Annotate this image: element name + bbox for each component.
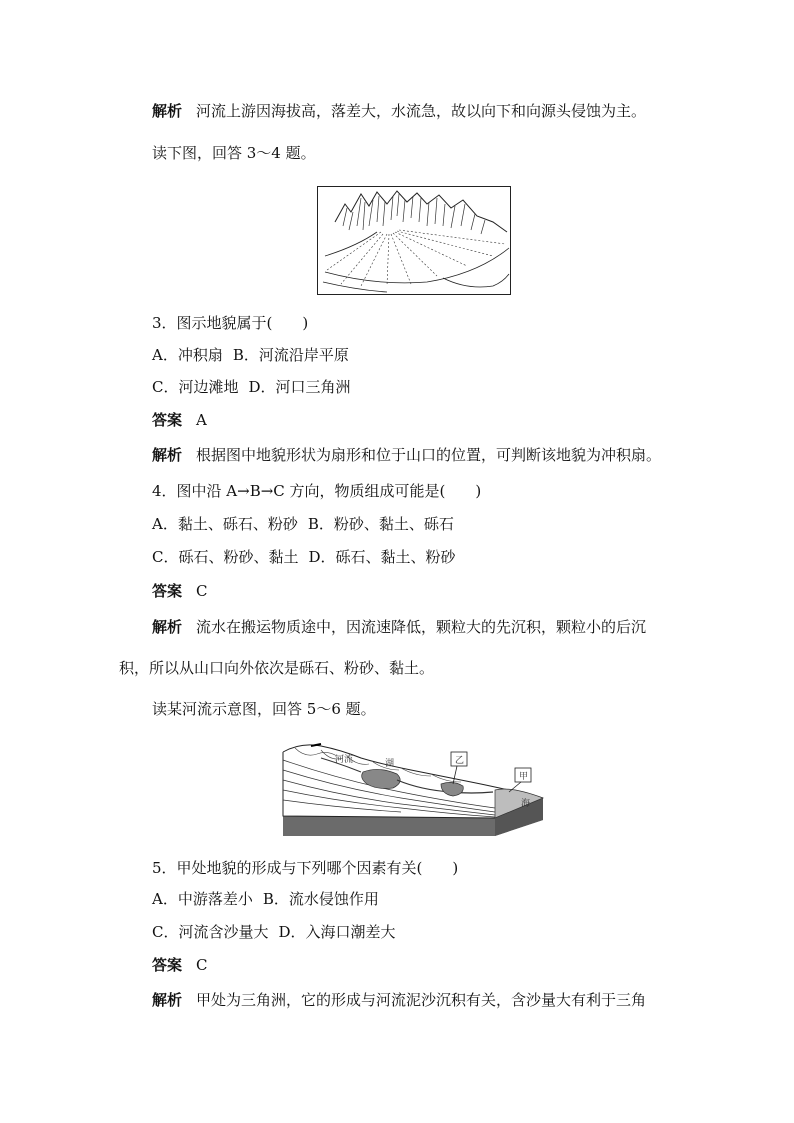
explanation-label: 解析 [152,991,183,1009]
river-diagram-sketch [281,740,545,838]
explanation-label: 解析 [152,618,183,636]
option-a: A．中游落差小 [152,890,253,908]
answer-4 [152,581,208,601]
explanation-label: 解析 [152,446,183,464]
explanation-3 [152,445,661,465]
explanation-text: 根据图中地貌形状为扇形和位于山口的位置，可判断该地貌为冲积扇。 [196,446,662,464]
option-c: C．河边滩地 [152,378,239,396]
question-5-options-ab [152,889,379,909]
answer-value: A [196,411,207,429]
alluvial-fan-sketch [317,186,511,295]
explanation-line [152,101,646,121]
option-a: A．黏土、砾石、粉砂 [152,515,298,533]
explanation-text: 流水在搬运物质途中，因流速降低，颗粒大的先沉积，颗粒小的后沉 [196,618,647,636]
question-5-options-cd [152,922,396,942]
read-figure-prompt-2: 读某河流示意图，回答 5～6 题。 [152,700,376,718]
option-b: B．流水侵蚀作用 [262,890,379,908]
option-a: A．冲积扇 [152,346,223,364]
option-c: C．河流含沙量大 [152,923,269,941]
question-3: 3．图示地貌属于( ) [152,314,309,332]
explanation-4-line2: 积，所以从山口向外依次是砾石、粉砂、黏土。 [119,659,435,677]
option-c: C．砾石、粉砂、黏土 [152,548,299,566]
answer-5 [152,955,208,975]
explanation-text: 甲处为三角洲，它的形成与河流泥沙沉积有关，含沙量大有利于三角 [196,991,647,1009]
option-b: B．粉砂、黏土、砾石 [307,515,454,533]
label-yi: 乙 [455,756,465,766]
explanation-label: 解析 [152,102,183,120]
river-block-diagram [281,740,545,838]
answer-value: C [196,956,208,974]
question-4-options-ab [152,514,454,534]
option-d: D．砾石、黏土、粉砂 [308,548,456,566]
alluvial-fan-figure [317,186,511,295]
question-4: 4．图中沿 A→B→C 方向，物质组成可能是( ) [152,482,482,500]
question-5: 5．甲处地貌的形成与下列哪个因素有关( ) [152,859,459,877]
answer-label: 答案 [152,411,183,429]
option-d: D．河口三角洲 [248,378,351,396]
answer-value: C [196,582,208,600]
question-4-options-cd [152,547,456,567]
answer-label: 答案 [152,956,183,974]
answer-3 [152,410,207,430]
explanation-4-line1 [152,617,646,637]
explanation-5 [152,990,646,1010]
question-3-options-cd [152,377,351,397]
question-3-options-ab [152,345,349,365]
option-b: B．河流沿岸平原 [232,346,349,364]
label-river: 河流 [335,755,354,765]
label-jia: 甲 [519,772,529,782]
answer-label: 答案 [152,582,183,600]
read-figure-prompt: 读下图，回答 3～4 题。 [152,144,316,162]
label-sea: 海 [521,799,531,809]
label-lake: 湖 [385,759,395,769]
option-d: D．入海口潮差大 [278,923,396,941]
explanation-text: 河流上游因海拔高，落差大，水流急，故以向下和向源头侵蚀为主。 [196,102,647,120]
